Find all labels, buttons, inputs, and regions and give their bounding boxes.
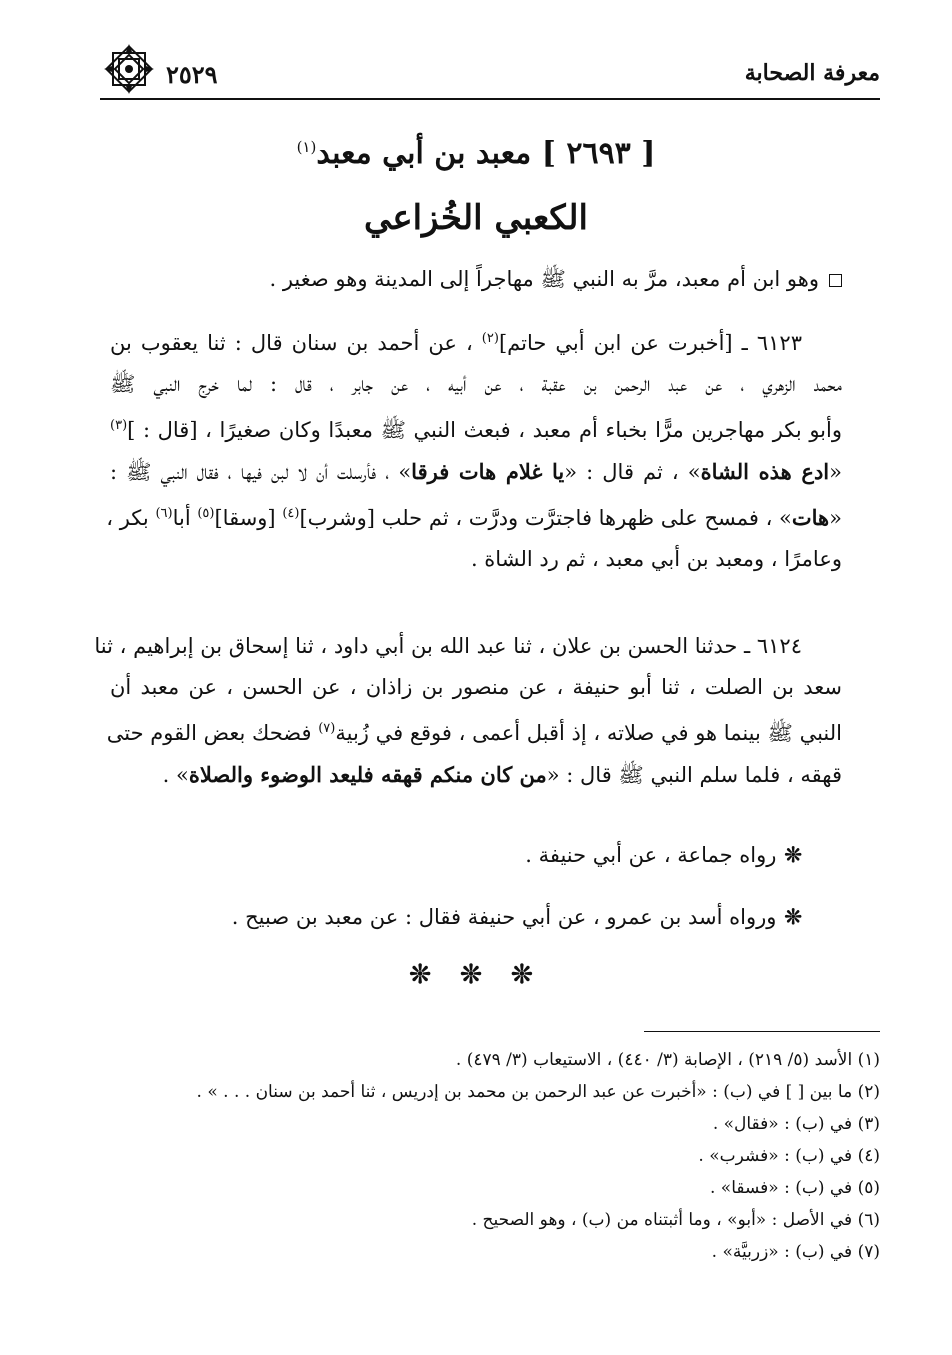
text-line: وعامرًا ، ومعبد بن أبي معبد ، ثم رد الشاة . (470, 547, 842, 571)
footnote: (٥) في (ب) : «فسقا» . (709, 1178, 880, 1198)
prophetic-speech: يا غلام هات فرقا (411, 459, 565, 484)
text-segment: وأبو بكر مهاجرين مرًّا بخباء أم معبد ، فبعث النبي ﷺ معبدًا وكان صغيرًا ، [قال : ] (127, 418, 842, 442)
star-bullet-icon: ❊ (784, 842, 802, 867)
footnote: (١) الأسد (٥/ ٢١٩) ، الإصابة (٣/ ٤٤٠) ، الاستيعاب (٣/ ٤٧٩) . (455, 1050, 880, 1070)
prophetic-speech: هات (791, 505, 830, 530)
text-segment: ٦١٢٣ ـ [أخبرت عن ابن أبي حاتم] (498, 331, 802, 355)
square-marker-icon (829, 274, 842, 287)
octagram-ornament-icon (100, 40, 158, 98)
text-segment: فضحك بعض القوم حتى (106, 721, 319, 745)
header-rule (100, 98, 880, 100)
footnote-ref: (٦) (155, 506, 173, 521)
note-text: ورواه أسد بن عمرو ، عن أبي حنيفة فقال : عن معبد بن صبيح . (231, 905, 777, 929)
footnotes (120, 1044, 880, 1268)
footnote: (٦) في الأصل : «أبو» ، وما أثبتناه من (ب) ، وهو الصحيح . (471, 1210, 880, 1230)
entry-intro (112, 266, 842, 297)
text-segment: قهقه ، فلما سلم النبي ﷺ قال : « (546, 763, 842, 787)
page-number: ٢٥٢٩ (166, 60, 218, 89)
text-line (110, 754, 842, 796)
hadith-6124 (94, 626, 842, 796)
footnote-ref: (٢) (481, 331, 499, 346)
text-segment: « (829, 506, 842, 530)
text-segment: » . (162, 763, 189, 787)
text-line: سعد بن الصلت ، ثنا أبو حنيفة ، عن منصور بن زاذان ، عن الحسن ، عن معبد أن (110, 675, 842, 699)
hadith-6123 (106, 318, 842, 580)
section-divider: ❊ ❊ ❊ (409, 960, 543, 990)
footnote: (٢) ما بين [ ] في (ب) : «أخبرت عن عبد الرحمن بن محمد بن إدريس ، ثنا أحمد بن سنان . . . » . (196, 1082, 880, 1102)
footnote: (٣) في (ب) : «فقال» . (712, 1114, 880, 1134)
text-segment: » ، فأرسلت أن لا لبن فيها ، فقال النبي ﷺ : (110, 460, 412, 484)
footnote-ref: (٥) (197, 506, 215, 521)
entry-nisba: الكعبي الخُزاعي (363, 198, 588, 238)
prophetic-speech: من كان منكم قهقه فليعد الوضوء والصلاة (188, 762, 547, 787)
running-header (100, 52, 880, 96)
footnote: (٧) في (ب) : «زربيَّة» . (711, 1242, 880, 1262)
footnote-ref: (٧) (318, 721, 336, 736)
star-bullet-icon: ❊ (784, 904, 802, 929)
text-line (110, 318, 842, 364)
entry-number: [ ٢٦٩٣ ] (541, 136, 656, 171)
entry-name: معبد بن أبي معبد (316, 136, 532, 171)
text-line: محمد الزهري ، عن عبد الرحمن بن عقبة ، عن أبيه ، عن جابر ، قال : لما خرج النبي ﷺ (110, 372, 842, 396)
note-line (110, 842, 842, 867)
text-segment: » ، فمسح على ظهرها فاجترَّت ودرَّت ، ثم حلب [وشرب] (299, 506, 792, 530)
text-segment: » ، ثم قال : « (564, 460, 701, 484)
intro-text: وهو ابن أم معبد، مرَّ به النبي ﷺ مهاجراً إلى المدينة وهو صغير . (269, 267, 819, 291)
footnote-ref: (٤) (282, 506, 300, 521)
prophetic-speech: ادع هذه الشاة (700, 459, 830, 484)
header-title: معرفة الصحابة (744, 60, 880, 86)
text-segment: بكر ، (106, 506, 156, 530)
entry-heading (110, 136, 842, 171)
footnote: (٤) في (ب) : «فشرب» . (698, 1146, 880, 1166)
footnote-ref: (١) (296, 138, 317, 156)
text-line (106, 708, 842, 754)
text-segment: [وسقا] (214, 506, 283, 530)
text-segment: « (829, 460, 842, 484)
text-segment: أبا (172, 506, 198, 530)
text-segment: النبي ﷺ بينما هو في صلاته ، إذ أقبل أعمى ، فوقع في زُبية (335, 721, 842, 745)
text-line (106, 493, 842, 539)
text-line (110, 451, 842, 493)
footnote-ref: (٣) (110, 418, 128, 433)
note-line (110, 904, 842, 929)
footnote-rule (644, 1031, 880, 1032)
text-line: ٦١٢٤ ـ حدثنا الحسن بن علان ، ثنا عبد الله بن أبي داود ، ثنا إسحاق بن إبراهيم ، ثنا (94, 634, 802, 658)
note-text: رواه جماعة ، عن أبي حنيفة . (525, 843, 777, 867)
text-line (110, 405, 842, 451)
text-segment: ، عن أحمد بن سنان قال : ثنا يعقوب بن (110, 331, 482, 355)
